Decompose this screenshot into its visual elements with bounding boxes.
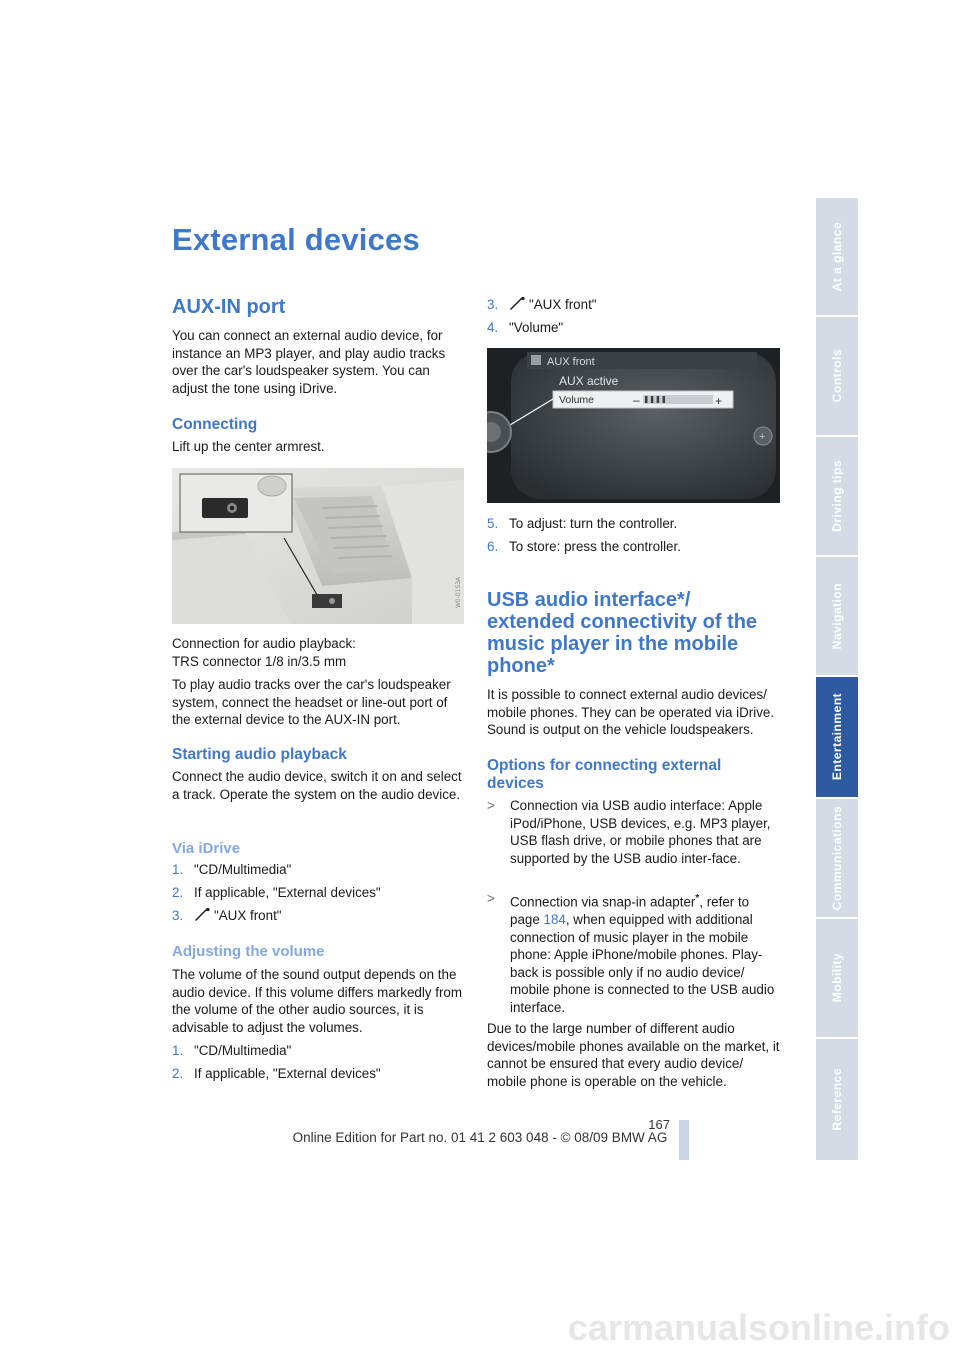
- photo-code: W0-01S3A: [455, 576, 462, 608]
- bullet-snap-in: [487, 890, 780, 1016]
- tab-label: Mobility: [830, 953, 844, 1003]
- tab-label: Communications: [830, 805, 844, 911]
- step-number: 3.: [487, 297, 499, 312]
- step-number: 2.: [172, 885, 184, 900]
- bullet-snap-in-part-c: , when equipped with additional connection of music player in the mobile phone: Apple iPhone/mobile phones. Play-back is possible only if no audio device/ mobile phone is connected to the USB audio interface.: [510, 912, 775, 1016]
- page-number: 167: [648, 1117, 670, 1132]
- step-text: "AUX front": [529, 297, 597, 312]
- screen-slider-label: Volume: [559, 394, 595, 406]
- volume-slider-track[interactable]: [643, 395, 713, 404]
- aux-port-illustration: [172, 468, 464, 624]
- bullet-usb-text: Connection via USB audio interface: Apple iPod/iPhone, USB devices, e.g. MP3 player, USB flash drive, or mobile phones that are supported by the USB audio inter-face.: [510, 798, 771, 866]
- step-text: "AUX front": [214, 908, 282, 923]
- step-number: 4.: [487, 320, 499, 335]
- tab-mobility[interactable]: [816, 919, 858, 1037]
- starting-text: Connect the audio device, switch it on and select a track. Operate the system on the audio device.: [172, 769, 462, 802]
- tab-label: Controls: [830, 349, 844, 403]
- screen-status: AUX active: [559, 374, 619, 388]
- volume-step-1: [172, 1042, 291, 1060]
- aux-in-intro: You can connect an external audio device, for instance an MP3 player, and play audio tracks over the car's loudspeaker system. You can adjust the tone using iDrive.: [172, 328, 446, 396]
- step-number: 1.: [172, 1043, 184, 1058]
- screen-minus: –: [633, 393, 640, 407]
- tab-controls[interactable]: [816, 317, 858, 435]
- usb-heading-line-3: music player in the mobile: [487, 633, 739, 655]
- connection-line-1: Connection for audio playback:: [172, 636, 356, 651]
- aux-in-heading: AUX-IN port: [172, 296, 286, 318]
- idrive-step-1: [172, 861, 291, 879]
- tab-driving-tips[interactable]: [816, 437, 858, 555]
- aux-step-3: [487, 296, 597, 316]
- usb-intro: It is possible to connect external audio devices/ mobile phones. They can be operated via iDrive. Sound is output on the vehicle loudspeakers.: [487, 687, 775, 738]
- idrive-step-3: [172, 907, 282, 927]
- options-heading: [487, 757, 780, 793]
- options-heading-line-2: devices: [487, 775, 544, 792]
- step-text: If applicable, "External devices": [194, 1066, 381, 1081]
- idrive-screen: [487, 348, 780, 503]
- volume-text: The volume of the sound output depends on the audio device. If this volume differs markedly from the volume of the other audio sources, it is advisable to adjust the volumes.: [172, 967, 463, 1035]
- step-text: "CD/Multimedia": [194, 862, 292, 877]
- step-text: "CD/Multimedia": [194, 1043, 292, 1058]
- wrench-icon: [194, 908, 214, 927]
- tab-label: Entertainment: [830, 693, 844, 781]
- volume-step-2: [172, 1065, 381, 1083]
- tab-label: Reference: [830, 1068, 844, 1131]
- connection-line-2: TRS connector 1/8 in/3.5 mm: [172, 654, 347, 669]
- volume-tick: [663, 396, 666, 403]
- options-heading-line-1: Options for connecting external: [487, 757, 722, 774]
- tab-entertainment[interactable]: [816, 677, 858, 797]
- step-number: 6.: [487, 539, 499, 554]
- wrench-icon: [509, 297, 529, 316]
- volume-tick: [645, 396, 648, 403]
- volume-tick: [657, 396, 660, 403]
- watermark: [0, 1298, 960, 1358]
- step-number: 2.: [172, 1066, 184, 1081]
- step-number: 3.: [172, 908, 184, 923]
- starting-heading: Starting audio playback: [172, 746, 347, 763]
- step-text: To store: press the controller.: [509, 539, 681, 554]
- bullet-marker: >: [487, 891, 495, 906]
- tab-communications[interactable]: [816, 799, 858, 917]
- footer-text: Online Edition for Part no. 01 41 2 603 048 - © 08/09 BMW AG: [292, 1130, 668, 1145]
- tab-label: At a glance: [830, 221, 844, 292]
- page-title: External devices: [172, 222, 420, 257]
- usb-heading: [487, 589, 787, 677]
- tab-label: Driving tips: [830, 460, 844, 532]
- bullet-marker: >: [487, 798, 495, 813]
- aux-step-6: [487, 538, 681, 556]
- usb-heading-line-1: USB audio interface*/: [487, 589, 691, 611]
- tab-label: Navigation: [830, 582, 844, 650]
- step-number: 5.: [487, 516, 499, 531]
- watermark-text: carmanualsonline.info: [567, 1307, 950, 1348]
- connecting-heading: Connecting: [172, 416, 258, 433]
- bullet-snap-in-text: [510, 890, 778, 1017]
- aux-step-5: [487, 515, 677, 533]
- volume-tick: [651, 396, 654, 403]
- aux-step-4: [487, 319, 563, 337]
- adjusting-volume-heading: Adjusting the volume: [172, 943, 325, 960]
- optional-star: *: [695, 893, 700, 904]
- idrive-screen-graphic: [487, 348, 780, 503]
- step-text: "Volume": [509, 320, 564, 335]
- step-text: If applicable, "External devices": [194, 885, 381, 900]
- step-number: 1.: [172, 862, 184, 877]
- connection-text: To play audio tracks over the car's loudspeaker system, connect the headset or line-out port of the external device to the AUX-IN port.: [172, 677, 451, 728]
- screen-right-plus: +: [759, 431, 766, 443]
- idrive-step-2: [172, 884, 381, 902]
- screen-header: AUX front: [547, 356, 595, 368]
- closing-text: Due to the large number of different audio devices/mobile phones available on the market, it cannot be ensured that every audio device/ mobile phone is operable on the vehicle.: [487, 1021, 780, 1089]
- page-link-184[interactable]: 184: [543, 912, 566, 928]
- bullet-usb: [487, 797, 780, 887]
- bullet-snap-in-part-a: Connection via snap-in adapter: [510, 894, 696, 910]
- via-idrive-heading: Via iDrive: [172, 840, 241, 857]
- usb-heading-line-2: extended connectivity of the: [487, 611, 758, 633]
- tab-at-a-glance[interactable]: [816, 198, 858, 315]
- bullet-snap-in-part-b: , refer to page: [510, 894, 750, 928]
- usb-heading-line-4: phone*: [487, 655, 555, 677]
- step-text: To adjust: turn the controller.: [509, 516, 678, 531]
- aux-port-photo: [172, 468, 464, 624]
- tab-navigation[interactable]: [816, 557, 858, 675]
- screen-plus: +: [715, 394, 723, 408]
- connecting-text: Lift up the center armrest.: [172, 439, 325, 454]
